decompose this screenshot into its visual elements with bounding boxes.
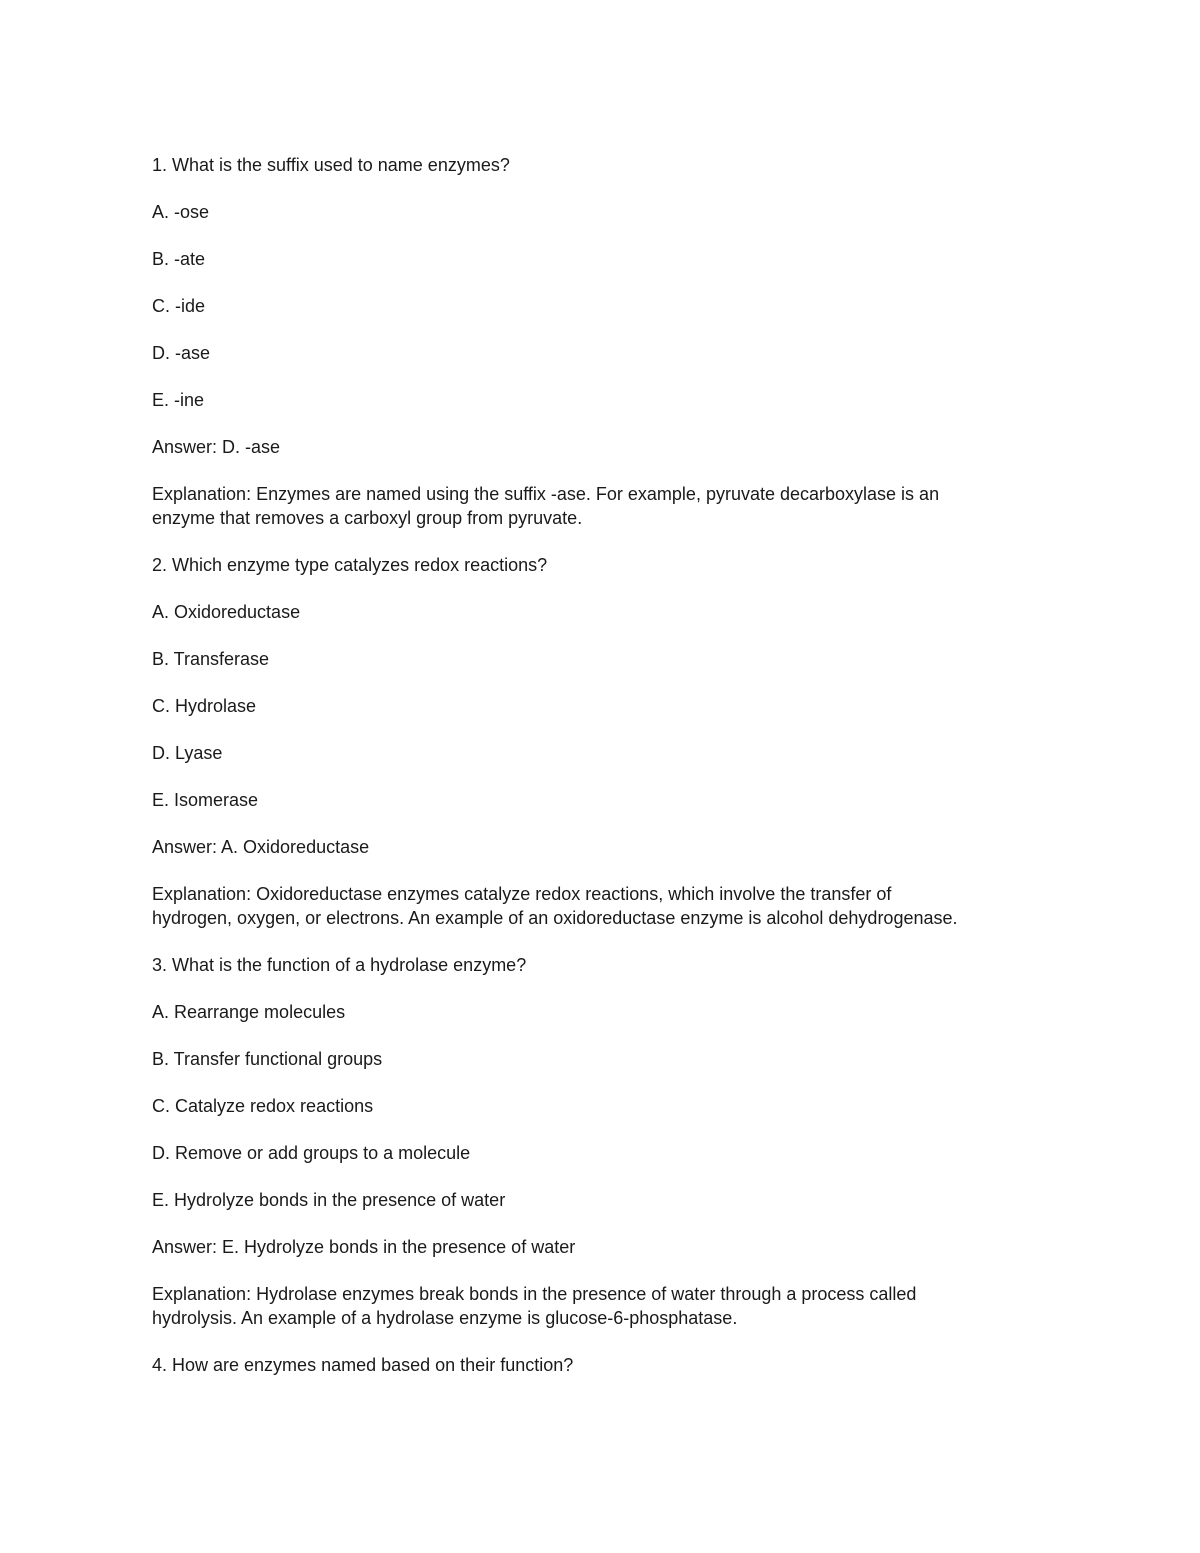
explanation-line: Explanation: Oxidoreductase enzymes catalyze redox reactions, which involve the transfer of [152,884,892,904]
option-e: E. -ine [152,390,205,410]
option-b: B. -ate [152,249,206,269]
option-d: D. -ase [152,343,211,363]
option-a: A. Rearrange molecules [152,1002,346,1022]
explanation-line: Explanation: Enzymes are named using the suffix -ase. For example, pyruvate decarboxylase is an [152,484,940,504]
question-block-2 [152,553,1052,930]
option-b: B. Transfer functional groups [152,1049,383,1069]
explanation-line: hydrogen, oxygen, or electrons. An example of an oxidoreductase enzyme is alcohol dehydrogenase. [152,908,958,928]
option-b: B. Transferase [152,649,270,669]
explanation-text [152,1282,1052,1330]
answer-text: Answer: E. Hydrolyze bonds in the presence of water [152,1237,576,1257]
question-text: 2. Which enzyme type catalyzes redox reactions? [152,555,548,575]
explanation-text [152,882,1052,930]
explanation-line: enzyme that removes a carboxyl group from pyruvate. [152,508,583,528]
document-page [152,153,1052,1400]
option-a: A. -ose [152,202,210,222]
option-d: D. Remove or add groups to a molecule [152,1143,471,1163]
question-text: 4. How are enzymes named based on their function? [152,1355,574,1375]
answer-text: Answer: D. -ase [152,437,281,457]
question-block-1 [152,153,1052,530]
question-block-3 [152,953,1052,1330]
answer-text: Answer: A. Oxidoreductase [152,837,370,857]
explanation-line: hydrolysis. An example of a hydrolase enzyme is glucose-6-phosphatase. [152,1308,738,1328]
option-a: A. Oxidoreductase [152,602,301,622]
explanation-line: Explanation: Hydrolase enzymes break bonds in the presence of water through a process called [152,1284,917,1304]
question-text: 1. What is the suffix used to name enzymes? [152,155,510,175]
question-block-4 [152,1353,1052,1377]
question-text: 3. What is the function of a hydrolase enzyme? [152,955,527,975]
option-c: C. -ide [152,296,206,316]
explanation-text [152,482,1052,530]
option-d: D. Lyase [152,743,223,763]
option-e: E. Hydrolyze bonds in the presence of water [152,1190,506,1210]
option-c: C. Catalyze redox reactions [152,1096,374,1116]
option-e: E. Isomerase [152,790,259,810]
option-c: C. Hydrolase [152,696,257,716]
